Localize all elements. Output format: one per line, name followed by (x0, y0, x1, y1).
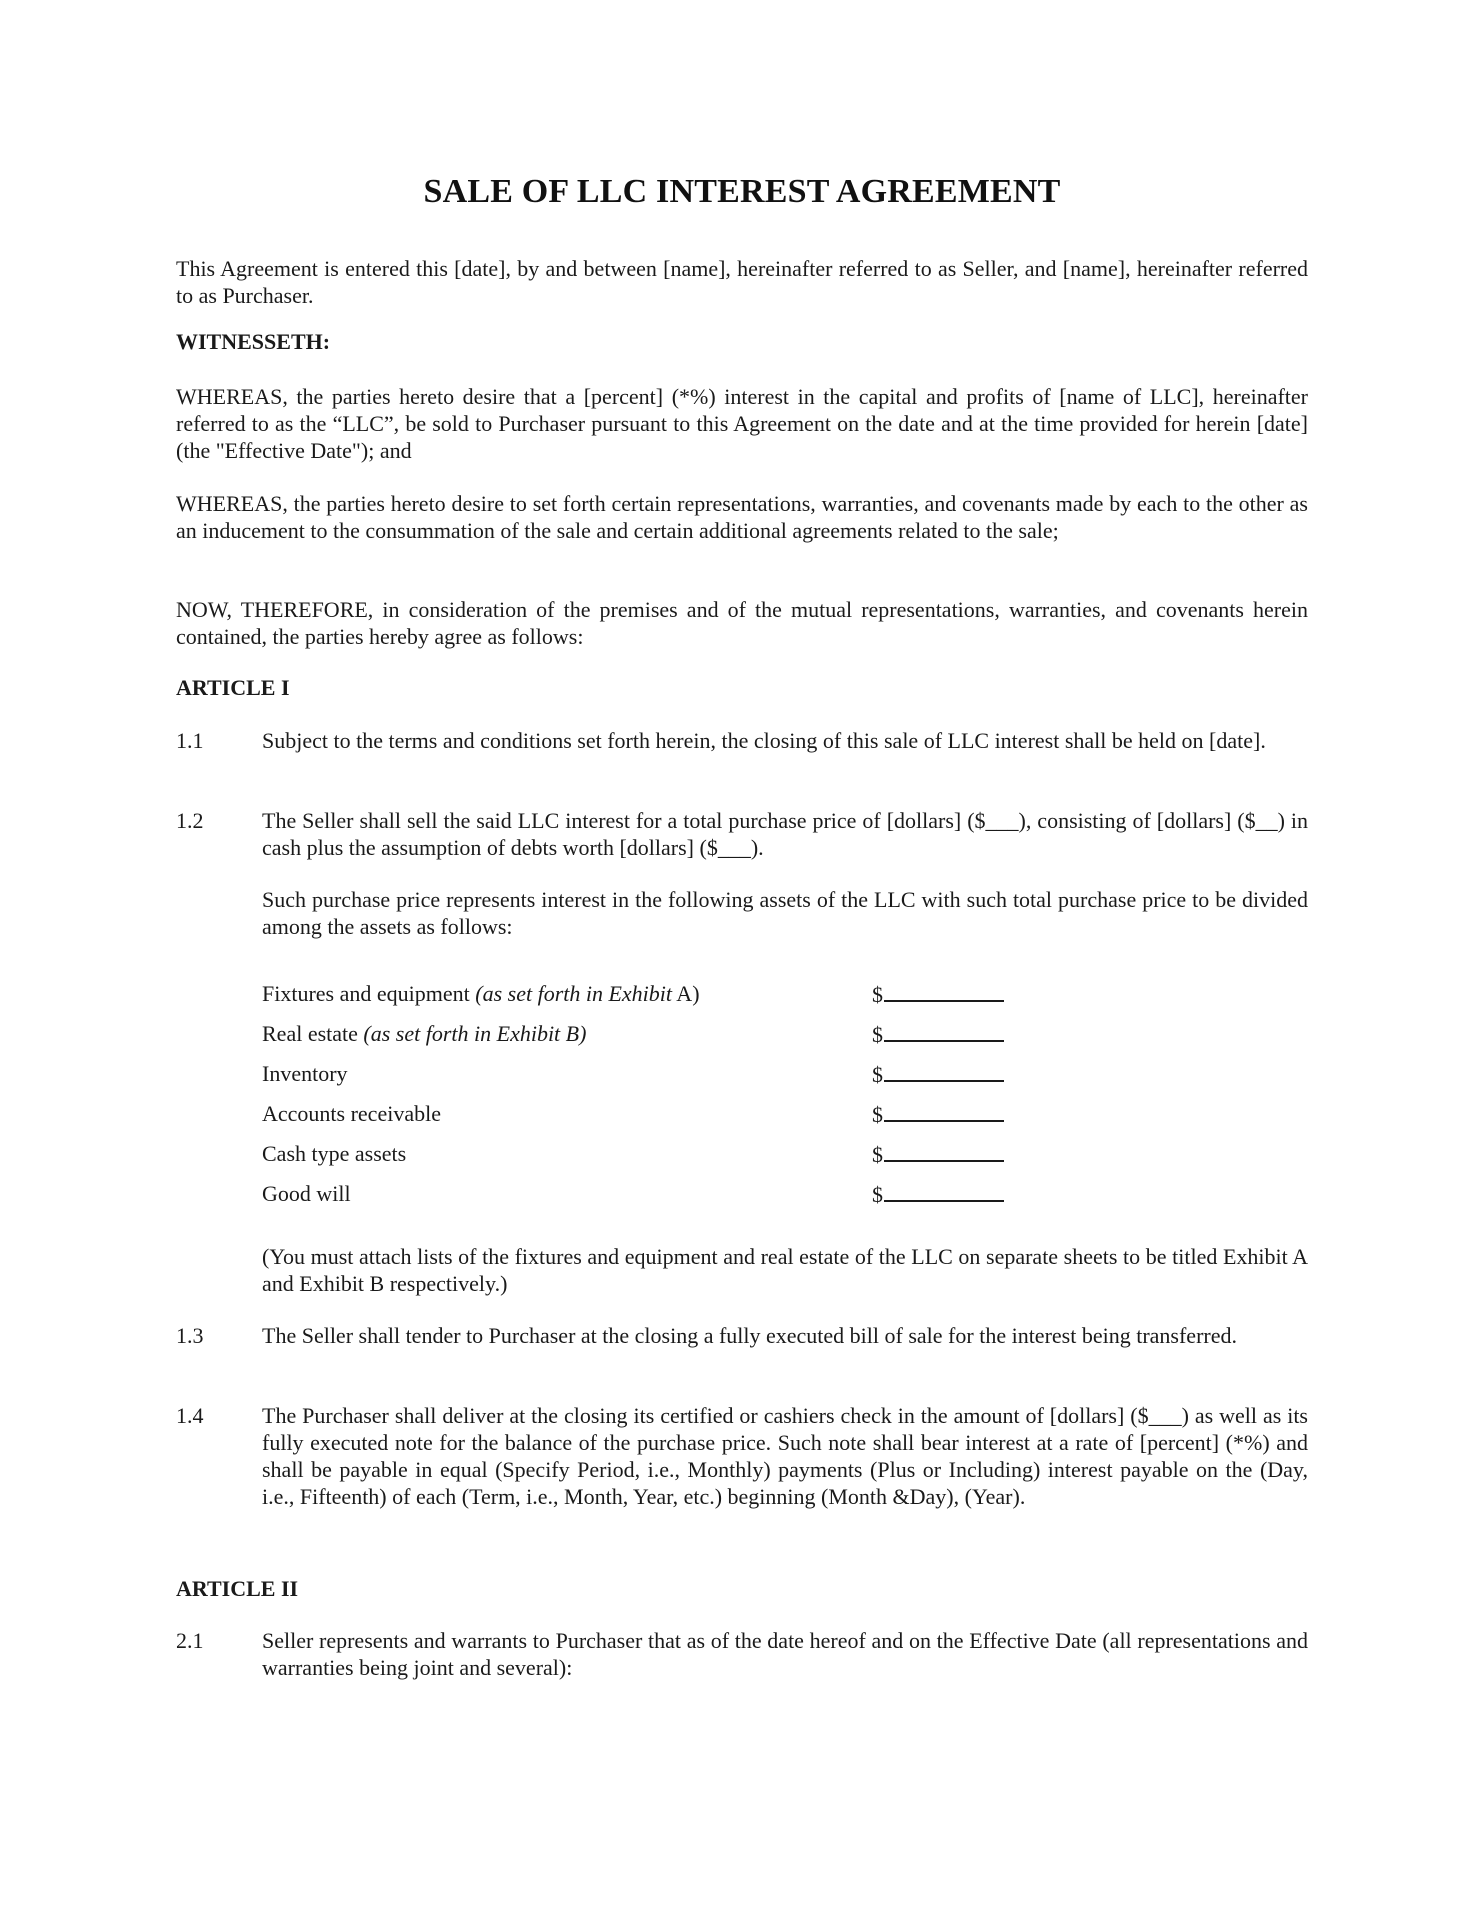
blank-amount-line (884, 1060, 1004, 1082)
section-number: 2.1 (176, 1628, 204, 1653)
blank-amount-line (884, 1100, 1004, 1122)
whereas-paragraph-1: WHEREAS, the parties hereto desire that a [percent] (*%) interest in the capital and profits of [name of LLC], hereinafter referred to as the “LLC”, be sold to Purchaser pursuant to this Agreement on the date and at the time provided for herein [date] (the "Effective Date"); and (176, 384, 1308, 463)
asset-amount-field: $ (872, 980, 1004, 1008)
section-number: 1.4 (176, 1403, 204, 1428)
blank-amount-line (884, 1180, 1004, 1202)
asset-row-fixtures (262, 980, 962, 1020)
asset-label: Fixtures and equipment (as set forth in Exhibit A) (262, 981, 700, 1006)
section-text: Subject to the terms and conditions set forth herein, the closing of this sale of LLC interest shall be held on [date]. (262, 728, 1266, 753)
section-number: 1.3 (176, 1323, 204, 1348)
exhibit-attachment-note: (You must attach lists of the fixtures and equipment and real estate of the LLC on separate sheets to be titled Exhibit A and Exhibit B respectively.) (262, 1244, 1308, 1296)
asset-row-accounts-receivable (262, 1100, 962, 1140)
asset-allocation-table (262, 980, 962, 1220)
section-number: 1.2 (176, 808, 204, 833)
article-1-heading: ARTICLE I (176, 675, 290, 700)
section-number: 1.1 (176, 728, 204, 753)
blank-amount-line (884, 980, 1004, 1002)
asset-row-real-estate (262, 1020, 962, 1060)
asset-amount-field: $ (872, 1180, 1004, 1208)
article-2-heading: ARTICLE II (176, 1576, 299, 1601)
intro-paragraph: This Agreement is entered this [date], by and between [name], hereinafter referred to as Seller, and [name], hereinafter referred to as Purchaser. (176, 256, 1308, 308)
asset-row-cash-type-assets (262, 1140, 962, 1180)
asset-amount-field: $ (872, 1060, 1004, 1088)
asset-label: Cash type assets (262, 1141, 407, 1166)
section-text: The Seller shall tender to Purchaser at the closing a fully executed bill of sale for the interest being transferred. (262, 1323, 1237, 1348)
asset-label: Good will (262, 1181, 351, 1206)
asset-label: Real estate (as set forth in Exhibit B) (262, 1021, 587, 1046)
asset-row-good-will (262, 1180, 962, 1220)
asset-amount-field: $ (872, 1020, 1004, 1048)
now-therefore-paragraph: NOW, THEREFORE, in consideration of the premises and of the mutual representations, warranties, and covenants herein contained, the parties hereby agree as follows: (176, 597, 1308, 649)
document-title: SALE OF LLC INTEREST AGREEMENT (423, 173, 1061, 210)
section-text: The Seller shall sell the said LLC interest for a total purchase price of [dollars] ($___), consisting of [dollars] ($__) in cash plus the assumption of debts worth [dollars] ($___). (262, 808, 1308, 860)
asset-label: Accounts receivable (262, 1101, 441, 1126)
section-text: Seller represents and warrants to Purchaser that as of the date hereof and on the Effective Date (all representations and warranties being joint and several): (262, 1628, 1308, 1680)
blank-amount-line (884, 1140, 1004, 1162)
asset-row-inventory (262, 1060, 962, 1100)
section-text: The Purchaser shall deliver at the closing its certified or cashiers check in the amount of [dollars] ($___) as well as its fully executed note for the balance of the purchase price. Such note shall bear interest at a rate of [percent] (*%) and shall be payable in equal (Specify Period, i.e., Monthly) payments (Plus or Including) interest payable on the (Day, i.e., Fifteenth) of each (Term, i.e., Month, Year, etc.) beginning (Month &Day), (Year). (262, 1403, 1308, 1509)
asset-amount-field: $ (872, 1100, 1004, 1128)
purchase-price-allocation-intro: Such purchase price represents interest in the following assets of the LLC with such total purchase price to be divided among the assets as follows: (262, 887, 1308, 939)
asset-label: Inventory (262, 1061, 348, 1086)
blank-amount-line (884, 1020, 1004, 1042)
witnesseth-heading: WITNESSETH: (176, 329, 331, 354)
whereas-paragraph-2: WHEREAS, the parties hereto desire to set forth certain representations, warranties, and covenants made by each to the other as an inducement to the consummation of the sale and certain additional agreements related to the sale; (176, 491, 1308, 543)
asset-amount-field: $ (872, 1140, 1004, 1168)
